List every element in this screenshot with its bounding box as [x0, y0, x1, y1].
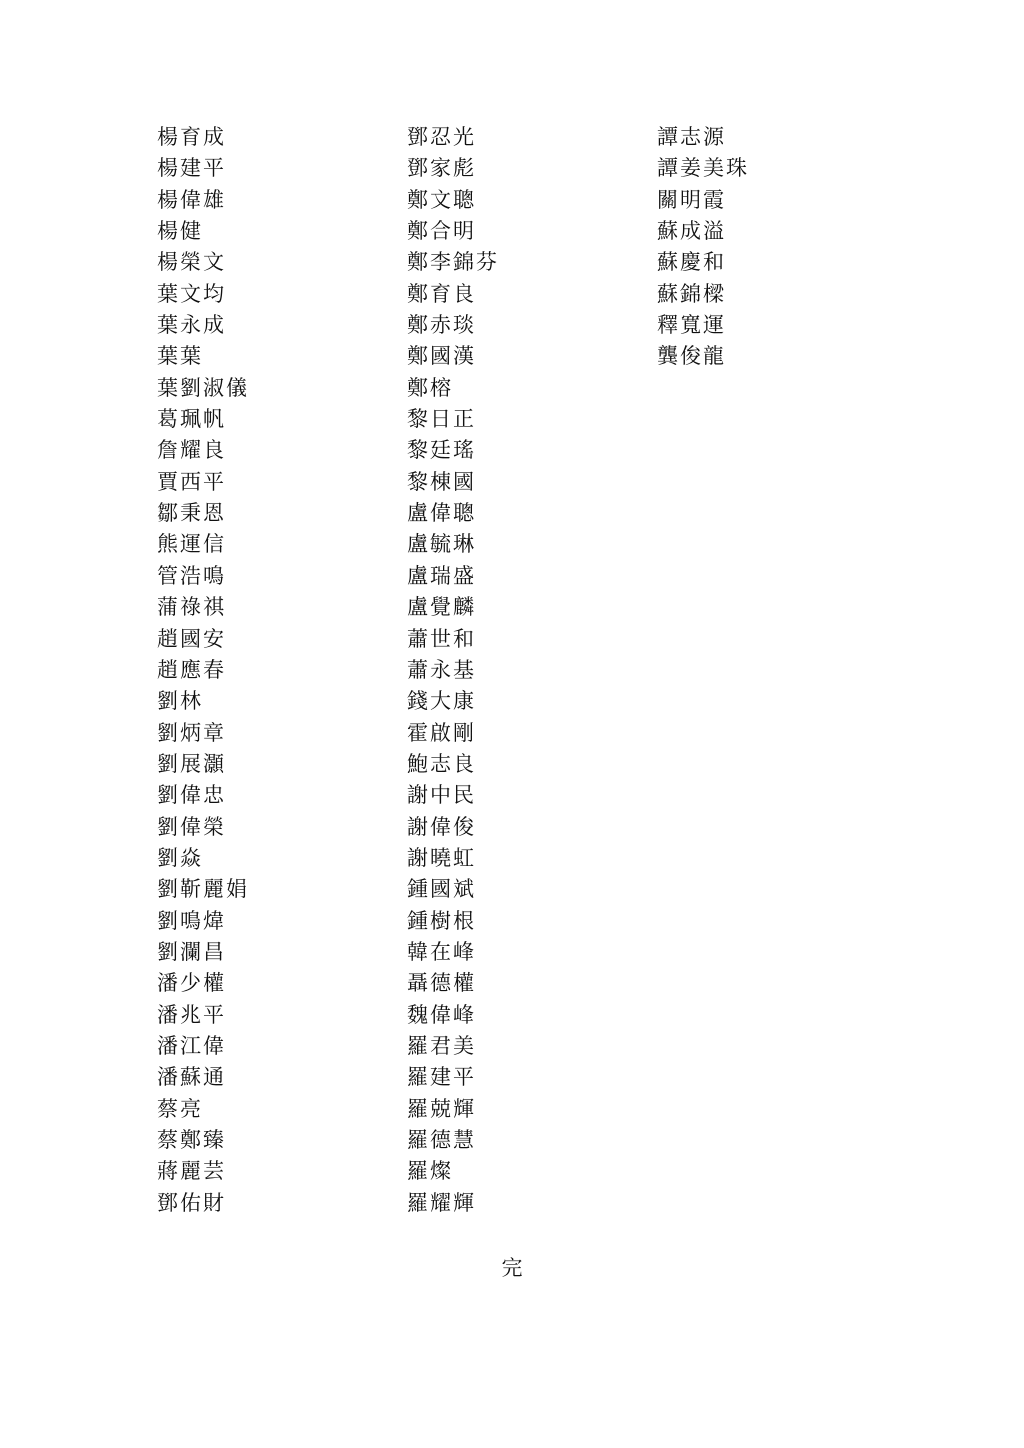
- name-entry: 釋寬運: [657, 313, 726, 338]
- name-entry: 楊建平: [157, 156, 226, 181]
- name-entry: 劉鳴煒: [157, 908, 226, 933]
- name-entry: 劉瀾昌: [157, 939, 226, 964]
- name-entry: 羅建平: [407, 1065, 476, 1090]
- name-entry: 鄭榕: [407, 375, 453, 400]
- name-entry: 魏偉峰: [407, 1002, 476, 1027]
- end-mark: 完: [501, 1256, 523, 1280]
- name-entry: 羅燦: [407, 1159, 453, 1184]
- name-entry: 鄭合明: [407, 219, 476, 244]
- name-entry: 盧偉聰: [407, 501, 476, 526]
- name-entry: 盧覺麟: [407, 595, 476, 620]
- name-entry: 蔡亮: [157, 1096, 203, 1121]
- name-entry: 葉劉淑儀: [157, 375, 249, 400]
- name-entry: 蕭世和: [407, 626, 476, 651]
- name-entry: 熊運信: [157, 532, 226, 557]
- name-entry: 鮑志良: [407, 751, 476, 776]
- name-entry: 鄭育良: [407, 281, 476, 306]
- name-entry: 鍾樹根: [407, 908, 476, 933]
- name-entry: 黎棟國: [407, 469, 476, 494]
- name-entry: 劉靳麗娟: [157, 877, 249, 902]
- name-entry: 葉永成: [157, 313, 226, 338]
- name-entry: 劉展灝: [157, 751, 226, 776]
- name-entry: 詹耀良: [157, 438, 226, 463]
- name-entry: 關明霞: [657, 187, 726, 212]
- name-entry: 鄭李錦芬: [407, 250, 499, 275]
- name-entry: 羅耀輝: [407, 1190, 476, 1215]
- name-entry: 趙國安: [157, 626, 226, 651]
- name-entry: 潘兆平: [157, 1002, 226, 1027]
- name-entry: 蒲祿祺: [157, 595, 226, 620]
- name-entry: 蘇成溢: [657, 219, 726, 244]
- name-entry: 鄭赤琰: [407, 313, 476, 338]
- name-entry: 蘇慶和: [657, 250, 726, 275]
- name-entry: 盧毓琳: [407, 532, 476, 557]
- name-entry: 羅兢輝: [407, 1096, 476, 1121]
- name-entry: 潘蘇通: [157, 1065, 226, 1090]
- name-entry: 譚姜美珠: [657, 156, 749, 181]
- name-entry: 劉偉榮: [157, 814, 226, 839]
- name-entry: 謝中民: [407, 783, 476, 808]
- name-entry: 葛珮帆: [157, 407, 226, 432]
- name-entry: 鄧佑財: [157, 1190, 226, 1215]
- name-entry: 管浩鳴: [157, 563, 226, 588]
- name-entry: 謝偉俊: [407, 814, 476, 839]
- name-entry: 楊偉雄: [157, 187, 226, 212]
- name-entry: 譚志源: [657, 125, 726, 149]
- name-entry: 龔俊龍: [657, 344, 726, 369]
- name-entry: 楊健: [157, 219, 203, 244]
- name-entry: 蕭永基: [407, 657, 476, 682]
- name-entry: 鄭文聰: [407, 187, 476, 212]
- name-entry: 羅君美: [407, 1033, 476, 1058]
- name-entry: 楊榮文: [157, 250, 226, 275]
- name-entry: 謝曉虹: [407, 845, 476, 870]
- name-entry: 鄭國漢: [407, 344, 476, 369]
- name-entry: 劉偉忠: [157, 783, 226, 808]
- name-entry: 鄧家彪: [407, 156, 476, 181]
- name-entry: 潘少權: [157, 971, 226, 996]
- name-entry: 葉葉: [157, 344, 203, 369]
- name-entry: 劉林: [157, 689, 203, 714]
- name-entry: 盧瑞盛: [407, 563, 476, 588]
- name-entry: 蘇錦樑: [657, 281, 726, 306]
- name-entry: 鄧忍光: [407, 125, 476, 149]
- name-entry: 鍾國斌: [407, 877, 476, 902]
- name-column-1: [157, 122, 249, 1219]
- name-column-2: [407, 122, 499, 1219]
- name-entry: 趙應春: [157, 657, 226, 682]
- name-entry: 劉焱: [157, 845, 203, 870]
- name-entry: 賈西平: [157, 469, 226, 494]
- name-entry: 黎廷瑤: [407, 438, 476, 463]
- name-entry: 楊育成: [157, 125, 226, 149]
- name-entry: 聶德權: [407, 971, 476, 996]
- name-entry: 潘江偉: [157, 1033, 226, 1058]
- name-entry: 鄒秉恩: [157, 501, 226, 526]
- name-column-3: [657, 122, 749, 373]
- name-entry: 劉炳章: [157, 720, 226, 745]
- name-entry: 霍啟剛: [407, 720, 476, 745]
- name-entry: 錢大康: [407, 689, 476, 714]
- name-entry: 羅德慧: [407, 1128, 476, 1152]
- name-entry: 蔣麗芸: [157, 1159, 226, 1184]
- name-entry: 黎日正: [407, 407, 476, 432]
- name-entry: 葉文均: [157, 281, 226, 306]
- name-entry: 韓在峰: [407, 939, 476, 964]
- name-entry: 蔡鄭臻: [157, 1128, 226, 1152]
